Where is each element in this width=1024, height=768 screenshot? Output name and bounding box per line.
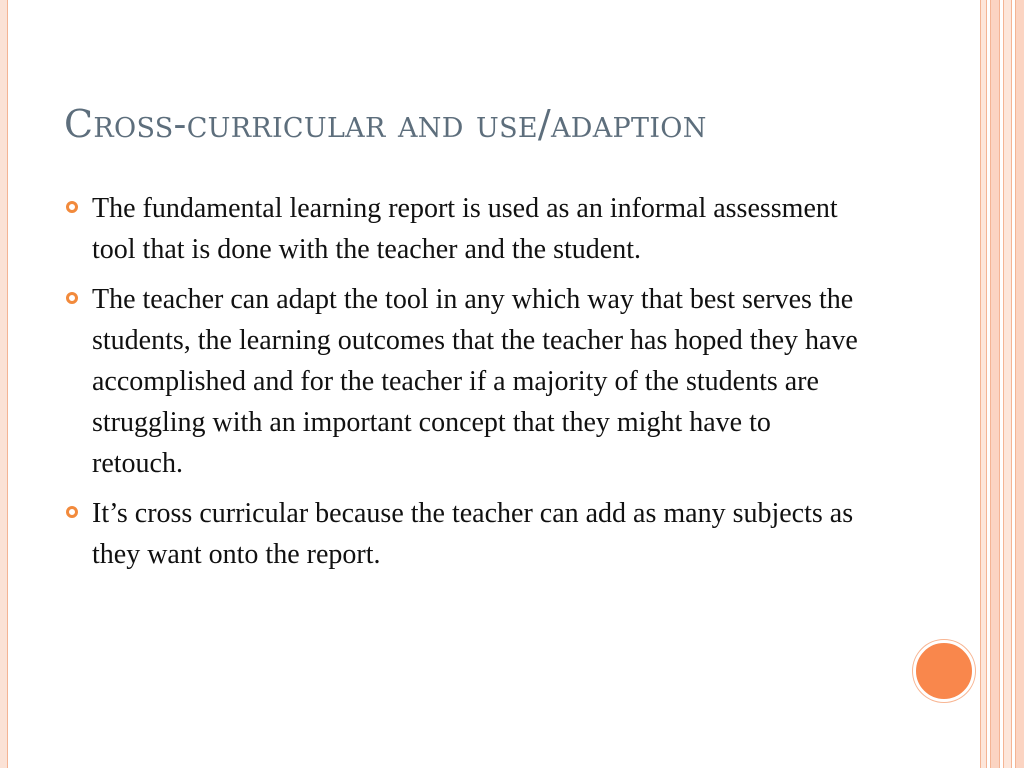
right-stripes-decoration: [980, 0, 1024, 768]
bullet-list: [64, 188, 864, 584]
circle-bullet-icon: [66, 201, 78, 213]
bullet-text: The teacher can adapt the tool in any which way that best serves the students, the learning outcomes that the teacher has hoped they have accomplished and for the teacher if a majority of the students are struggling with an important concept that they might have to retouch.: [92, 284, 858, 479]
bullet-text: It’s cross curricular because the teacher can add as many subjects as they want onto the report.: [92, 498, 854, 570]
circle-bullet-icon: [66, 292, 78, 304]
slide-title: Cross-curricular and use/adaption: [64, 102, 707, 146]
stripe: [980, 0, 987, 768]
bullet-text: The fundamental learning report is used as an informal assessment tool that is done with the teacher and the student.: [92, 193, 838, 265]
left-border-decoration: [0, 0, 8, 768]
bullet-item: [64, 493, 864, 575]
stripe: [1015, 0, 1024, 768]
circle-bullet-icon: [66, 506, 78, 518]
bullet-item: [64, 279, 864, 484]
stripe: [990, 0, 1000, 768]
bullet-item: [64, 188, 864, 270]
accent-circle-decoration: [913, 640, 975, 702]
stripe: [1003, 0, 1012, 768]
